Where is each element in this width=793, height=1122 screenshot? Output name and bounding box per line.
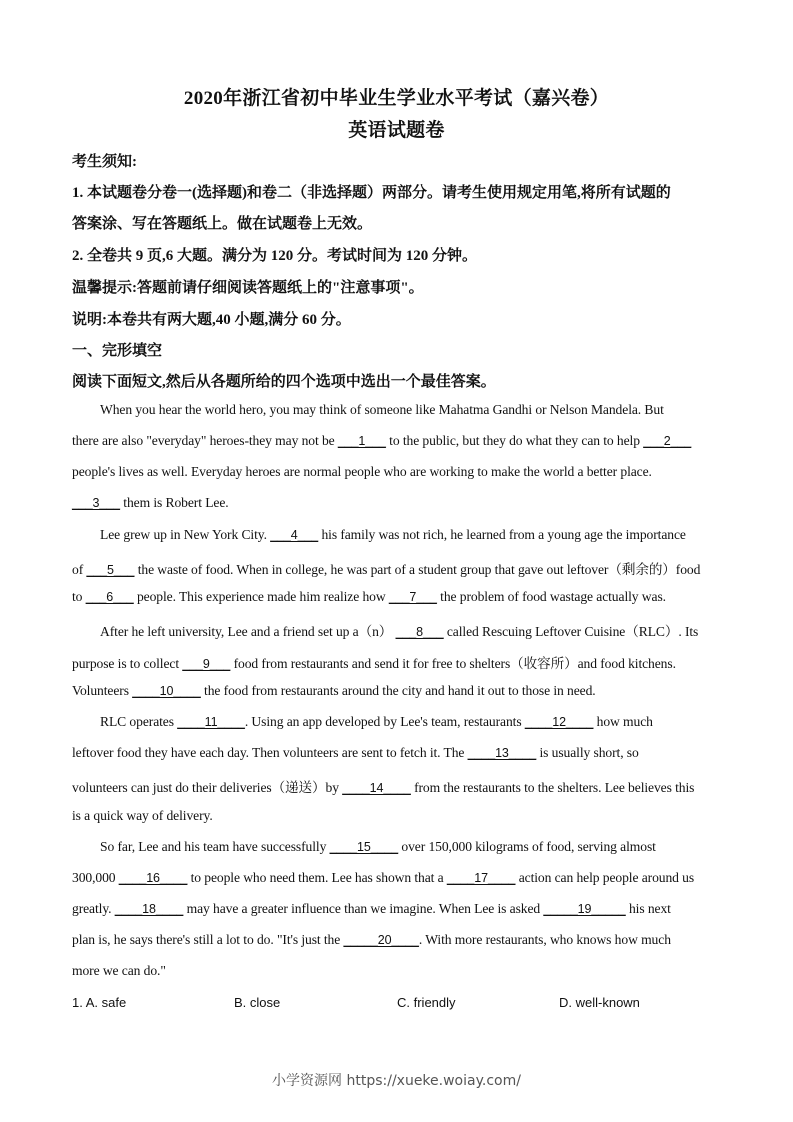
passage-line	[100, 839, 656, 855]
passage-line	[72, 870, 694, 886]
passage-line: people's lives as well. Everyday heroes are normal people who are working to make the world a better place.	[72, 464, 652, 479]
blank-15: ____15____	[329, 840, 399, 854]
blank-6: ___6___	[85, 590, 134, 604]
section-instruction: 阅读下面短文,然后从各题所给的四个选项中选出一个最佳答案。	[72, 374, 496, 390]
passage-text: over 150,000 kilograms of food, serving almost	[398, 839, 656, 854]
passage-text: there are also "everyday" heroes-they may not be	[72, 433, 338, 448]
blank-11: ____11____	[177, 715, 245, 729]
footer-watermark: 小学资源网 https://xueke.woiay.com/	[272, 1073, 521, 1089]
passage-text: his next	[625, 901, 671, 916]
section-heading: 一、完形填空	[72, 343, 163, 359]
blank-5: ___5___	[86, 563, 135, 577]
passage-text: . With more restaurants, who knows how much	[418, 932, 671, 947]
passage-line	[72, 776, 694, 796]
blank-18: ____18____	[114, 902, 184, 916]
passage-text: his family was not rich, he learned from a young age the importance	[318, 527, 686, 542]
passage-text: from the restaurants to the shelters. Lee believes this	[410, 780, 695, 795]
question-1-option-c: C. friendly	[397, 995, 456, 1010]
passage-line	[72, 589, 666, 605]
passage-text: how much	[593, 714, 653, 729]
passage-line	[72, 901, 671, 917]
passage-text: action can help people around us	[515, 870, 695, 885]
passage-text: people. This experience made him realize how	[133, 589, 389, 604]
passage-text: volunteers can just do their deliveries（递送）by	[72, 780, 343, 795]
blank-8: ___8___	[395, 625, 444, 639]
passage-text: greatly.	[72, 901, 115, 916]
passage-text: is usually short, so	[536, 745, 639, 760]
passage-text: to people who need them. Lee has shown that a	[187, 870, 447, 885]
blank-16: ____16____	[118, 871, 188, 885]
exam-subtitle: 英语试题卷	[348, 120, 445, 141]
passage-line	[100, 620, 698, 640]
passage-line	[100, 714, 653, 730]
exam-note: 说明:本卷共有两大题,40 小题,满分 60 分。	[72, 312, 351, 328]
passage-text: . Using an app developed by Lee's team, restaurants	[244, 714, 525, 729]
passage-text: to	[72, 589, 86, 604]
blank-13: ____13____	[467, 746, 537, 760]
blank-17: ____17____	[446, 871, 516, 885]
passage-line: When you hear the world hero, you may think of someone like Mahatma Gandhi or Nelson Mandela. But	[100, 402, 664, 417]
blank-1: ___1___	[337, 434, 386, 448]
blank-4: ___4___	[270, 528, 319, 542]
blank-10: ____10____	[132, 684, 201, 698]
notice-item-1-line-2: 答案涂、写在答题纸上。做在试题卷上无效。	[72, 216, 373, 232]
passage-text: may have a greater influence than we imagine. When Lee is asked	[183, 901, 544, 916]
question-1-option-b: B. close	[234, 995, 281, 1010]
passage-line	[72, 745, 639, 761]
blank-19: _____19_____	[543, 902, 626, 916]
passage-text: of	[72, 562, 87, 577]
passage-line: more we can do."	[72, 963, 166, 978]
question-1-option-a: 1. A. safe	[72, 995, 127, 1010]
passage-text: food from restaurants and send it for free to shelters（收容所）and food kitchens.	[230, 656, 676, 671]
passage-line	[72, 932, 671, 948]
blank-12: ____12____	[524, 715, 594, 729]
warm-tip: 温馨提示:答题前请仔细阅读答题纸上的"注意事项"。	[72, 280, 424, 296]
blank-3: ___3___	[72, 496, 120, 510]
passage-text: the food from restaurants around the city and hand it out to those in need.	[200, 683, 596, 698]
notice-item-2: 2. 全卷共 9 页,6 大题。满分为 120 分。考试时间为 120 分钟。	[72, 248, 478, 264]
passage-line	[72, 683, 596, 699]
question-1-option-d: D. well-known	[559, 995, 640, 1010]
passage-text: called Rescuing Leftover Cuisine（RLC）. Its	[443, 624, 699, 639]
blank-20: _____20____	[343, 933, 419, 947]
passage-line	[72, 652, 676, 672]
blank-2: ___2___	[643, 434, 692, 448]
passage-text: Volunteers	[72, 683, 133, 698]
passage-text: After he left university, Lee and a friend set up a（n）	[100, 624, 396, 639]
passage-line	[72, 433, 691, 449]
passage-text: So far, Lee and his team have successfully	[100, 839, 330, 854]
passage-text: them is Robert Lee.	[119, 495, 229, 510]
passage-text: the waste of food. When in college, he was part of a student group that gave out leftover（剩余的）food	[134, 562, 701, 577]
passage-text: Lee grew up in New York City.	[100, 527, 271, 542]
notice-item-1-line-1: 1. 本试题卷分卷一(选择题)和卷二（非选择题）两部分。请考生使用规定用笔,将所有试题的	[72, 185, 671, 201]
passage-line	[100, 527, 686, 543]
passage-text: 300,000	[72, 870, 119, 885]
passage-line: is a quick way of delivery.	[72, 808, 213, 823]
passage-text: RLC operates	[100, 714, 178, 729]
exam-title: 2020年浙江省初中毕业生学业水平考试（嘉兴卷）	[183, 88, 610, 109]
passage-line	[72, 558, 700, 578]
blank-7: ___7___	[388, 590, 437, 604]
blank-9: ___9___	[182, 657, 231, 671]
passage-text: leftover food they have each day. Then volunteers are sent to fetch it. The	[72, 745, 468, 760]
passage-text: purpose is to collect	[72, 656, 183, 671]
passage-text: plan is, he says there's still a lot to do. "It's just the	[72, 932, 344, 947]
passage-text: the problem of food wastage actually was.	[436, 589, 666, 604]
passage-line	[72, 495, 229, 511]
blank-14: ____14____	[342, 781, 411, 795]
notice-heading: 考生须知:	[72, 154, 137, 170]
passage-text: to the public, but they do what they can to help	[385, 433, 644, 448]
